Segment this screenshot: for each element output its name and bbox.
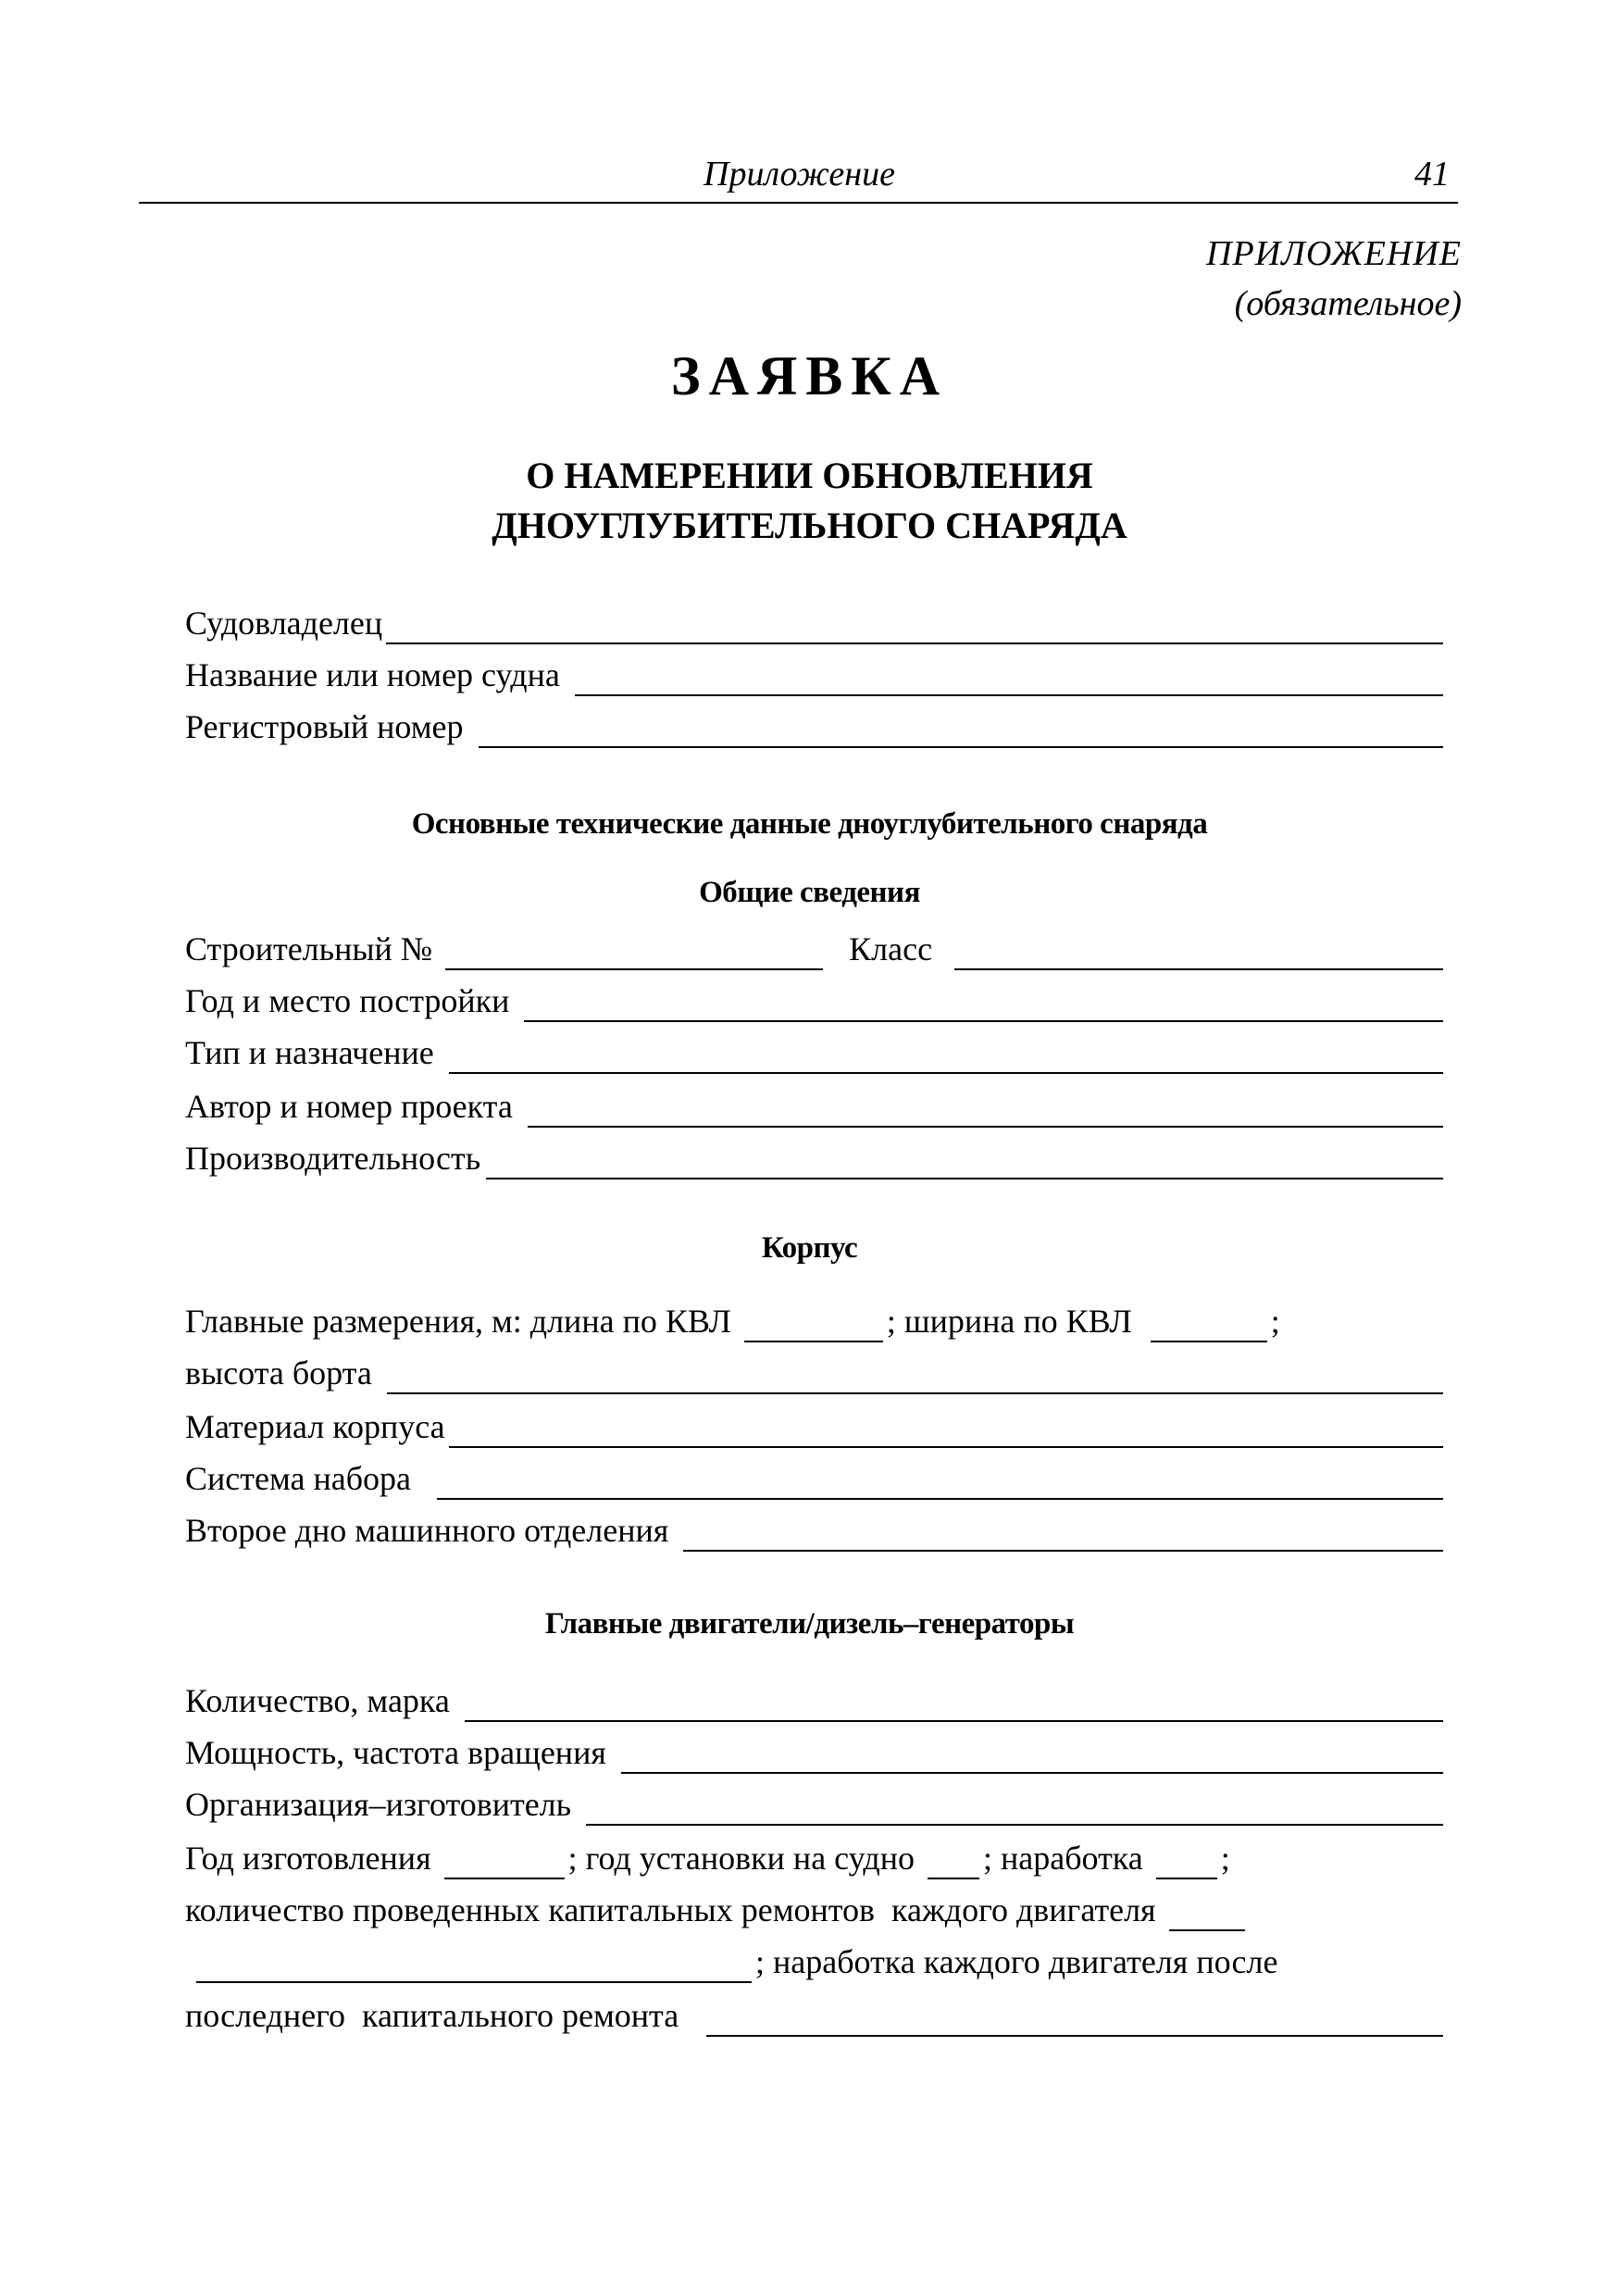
appendix-note: (обязательное)	[1234, 284, 1462, 323]
hull-heading: Корпус	[761, 1231, 858, 1265]
form-row-main-dimensions	[185, 1300, 1463, 1342]
type-purpose-input-line[interactable]	[449, 1039, 1443, 1074]
form-row-power-rpm	[185, 1731, 1443, 1774]
form-row-year-place	[185, 980, 1443, 1022]
year-made-input-line[interactable]	[444, 1844, 565, 1879]
general-heading: Общие сведения	[699, 876, 920, 909]
form-row-build-class	[185, 928, 1443, 970]
field-label: Строительный №	[185, 930, 433, 967]
length-input-line[interactable]	[744, 1307, 883, 1342]
form-row-project	[185, 1085, 1443, 1128]
field-label: ; наработка каждого двигателя после	[755, 1943, 1278, 1980]
field-label: Тип и назначение	[185, 1034, 434, 1071]
class-input-line[interactable]	[954, 935, 1443, 970]
hull-material-input-line[interactable]	[449, 1413, 1443, 1448]
field-label: Главные размерения, м: длина по КВЛ	[185, 1303, 731, 1340]
tech-data-heading: Основные технические данные дноуглубительного снаряда	[411, 807, 1208, 841]
subtitle-line-1: О НАМЕРЕНИИ ОБНОВЛЕНИЯ	[526, 455, 1093, 496]
register-number-input-line[interactable]	[479, 713, 1444, 748]
year-installed-input-line[interactable]	[928, 1844, 979, 1879]
form-row-hull-material	[185, 1405, 1443, 1448]
field-label: Производительность	[185, 1140, 481, 1177]
field-label: Год изготовления	[185, 1840, 431, 1877]
build-number-input-line[interactable]	[445, 935, 823, 970]
form-row-framing-system	[185, 1457, 1443, 1500]
hours-input-line[interactable]	[1156, 1844, 1217, 1879]
form-row-manufacturer	[185, 1783, 1443, 1826]
field-label: количество проведенных капитальных ремонтов каждого двигателя	[185, 1891, 1156, 1928]
year-place-input-line[interactable]	[524, 987, 1443, 1022]
framing-system-input-line[interactable]	[437, 1465, 1443, 1500]
width-input-line[interactable]	[1151, 1307, 1267, 1342]
form-row-vessel-name	[185, 654, 1443, 696]
field-label: Материал корпуса	[185, 1408, 445, 1445]
form-row-overhauls-continued	[185, 1940, 1443, 1983]
engines-heading: Главные двигатели/дизель–генераторы	[544, 1607, 1075, 1641]
field-label: ; наработка	[983, 1840, 1143, 1877]
form-row-register-number	[185, 705, 1443, 748]
field-label: Судовладелец	[185, 605, 383, 642]
field-label: Регистровый номер	[185, 708, 464, 745]
owner-input-line[interactable]	[386, 609, 1443, 644]
quantity-brand-input-line[interactable]	[465, 1687, 1443, 1722]
capacity-input-line[interactable]	[486, 1144, 1443, 1179]
last-overhaul-input-line[interactable]	[706, 2002, 1443, 2037]
field-label: Организация–изготовитель	[185, 1786, 572, 1823]
appendix-label: ПРИЛОЖЕНИЕ	[1206, 234, 1462, 273]
form-row-overhauls	[185, 1889, 1447, 1931]
field-label: Мощность, частота вращения	[185, 1734, 606, 1771]
separator: ;	[1220, 1840, 1230, 1877]
form-row-owner	[185, 602, 1443, 644]
header-rule	[139, 202, 1458, 204]
field-label: последнего капитального ремонта	[185, 1997, 679, 2034]
overhauls-input-line[interactable]	[1169, 1896, 1245, 1931]
subtitle-line-2: ДНОУГЛУБИТЕЛЬНОГО СНАРЯДА	[492, 505, 1127, 546]
project-input-line[interactable]	[528, 1092, 1443, 1128]
vessel-name-input-line[interactable]	[575, 661, 1443, 696]
field-label: Автор и номер проекта	[185, 1088, 513, 1125]
form-row-last-overhaul	[185, 1994, 1443, 2037]
field-label: ; год установки на судно	[567, 1840, 915, 1877]
field-label: Количество, марка	[185, 1682, 450, 1719]
overhauls-continued-input-line[interactable]	[196, 1948, 752, 1983]
field-label: Год и место постройки	[185, 982, 510, 1019]
form-row-years-hours	[185, 1837, 1463, 1879]
manufacturer-input-line[interactable]	[586, 1791, 1443, 1826]
side-height-input-line[interactable]	[387, 1359, 1443, 1394]
field-label: ; ширина по КВЛ	[886, 1303, 1132, 1340]
running-title: Приложение	[704, 155, 895, 193]
form-row-double-bottom	[185, 1509, 1443, 1552]
document-title: ЗАЯВКА	[670, 345, 949, 406]
separator: ;	[1270, 1303, 1280, 1340]
field-label: Класс	[849, 930, 933, 967]
form-row-capacity	[185, 1137, 1443, 1179]
field-label: Система набора	[185, 1460, 412, 1497]
form-row-type-purpose	[185, 1031, 1443, 1074]
field-label: Второе дно машинного отделения	[185, 1512, 669, 1549]
field-label: высота борта	[185, 1354, 372, 1391]
form-row-quantity-brand	[185, 1679, 1443, 1722]
field-label: Название или номер судна	[185, 656, 560, 693]
power-rpm-input-line[interactable]	[621, 1739, 1443, 1774]
double-bottom-input-line[interactable]	[683, 1516, 1443, 1552]
form-row-side-height	[185, 1352, 1443, 1394]
page-number: 41	[1414, 155, 1450, 193]
